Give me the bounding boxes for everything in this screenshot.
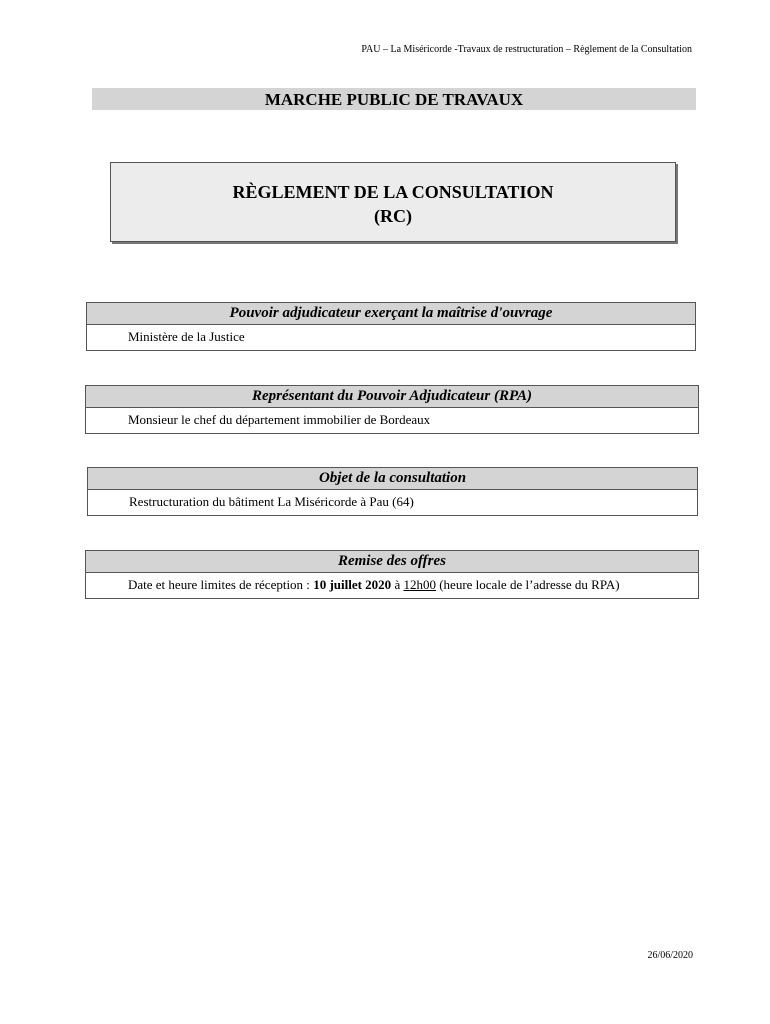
section-heading: Remise des offres [86, 551, 698, 573]
deadline-time: 12h00 [403, 577, 436, 592]
footer-date: 26/06/2020 [647, 950, 693, 961]
running-header: PAU – La Miséricorde -Travaux de restructuration – Règlement de la Consultation [361, 44, 692, 55]
section-offer-submission [85, 550, 699, 599]
deadline-note: (heure locale de l’adresse du RPA) [435, 577, 620, 592]
section-body [86, 573, 698, 598]
document-title: RÈGLEMENT DE LA CONSULTATION [232, 182, 554, 202]
section-contracting-authority [86, 302, 696, 351]
section-body: Restructuration du bâtiment La Miséricorde à Pau (64) [129, 494, 414, 509]
section-body: Monsieur le chef du département immobilier de Bordeaux [128, 412, 431, 427]
deadline-connector: à [391, 577, 404, 592]
document-subtitle: (RC) [374, 206, 412, 226]
deadline-label: Date et heure limites de réception : [128, 577, 314, 592]
section-heading: Objet de la consultation [88, 468, 697, 490]
deadline-date: 10 juillet 2020 [313, 577, 392, 592]
section-heading: Représentant du Pouvoir Adjudicateur (RPA) [86, 386, 698, 408]
section-representative [85, 385, 699, 434]
document-type-banner: MARCHE PUBLIC DE TRAVAUX [92, 88, 696, 110]
section-body: Ministère de la Justice [128, 329, 245, 344]
section-heading: Pouvoir adjudicateur exerçant la maîtrise d'ouvrage [87, 303, 695, 325]
section-consultation-object [87, 467, 698, 516]
document-title-box [110, 162, 676, 242]
